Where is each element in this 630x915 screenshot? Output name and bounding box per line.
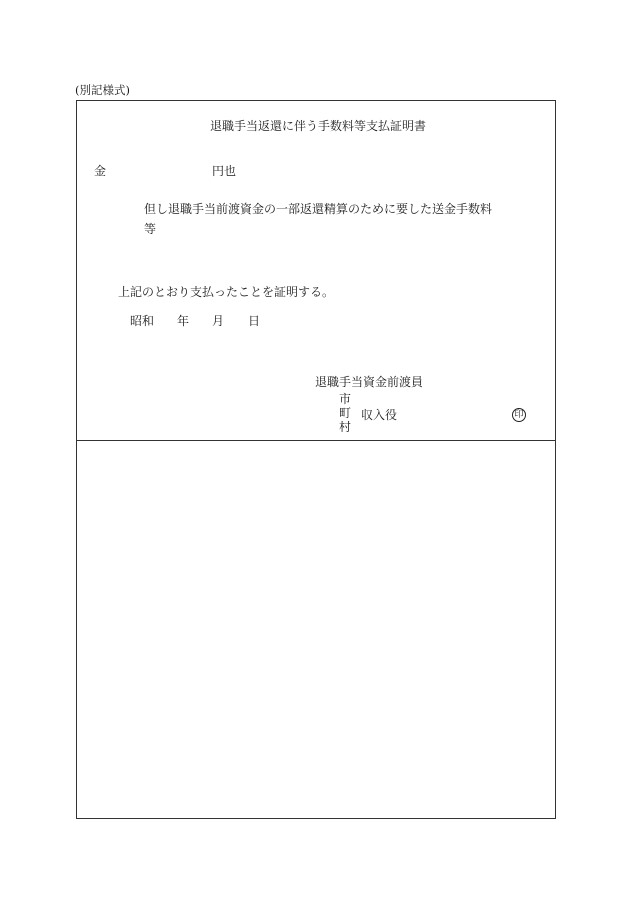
municipality-village: 村 [339, 420, 352, 434]
issuer-title: 退職手当資金前渡員 [315, 375, 424, 389]
proviso-line-1: 但し退職手当前渡資金の一部返還精算のために要した送金手数料 [144, 202, 493, 216]
date-day-label: 日 [248, 314, 261, 328]
issuer-role: 収入役 [361, 408, 398, 422]
amount-prefix: 金 [94, 164, 107, 178]
municipality-city: 市 [339, 392, 352, 406]
date-era: 昭和 [130, 314, 155, 328]
proviso-line-2: 等 [144, 222, 157, 236]
form-label: (別記様式) [75, 83, 130, 97]
date-year-label: 年 [177, 314, 190, 328]
date-month-label: 月 [212, 314, 225, 328]
seal-mark-icon: 印 [512, 408, 526, 422]
certification-statement: 上記のとおり支払ったことを証明する。 [118, 285, 335, 299]
section-divider [77, 440, 556, 441]
municipality-town: 町 [339, 406, 352, 420]
document-title: 退職手当返還に伴う手数料等支払証明書 [210, 119, 427, 133]
amount-suffix: 円也 [212, 164, 237, 178]
